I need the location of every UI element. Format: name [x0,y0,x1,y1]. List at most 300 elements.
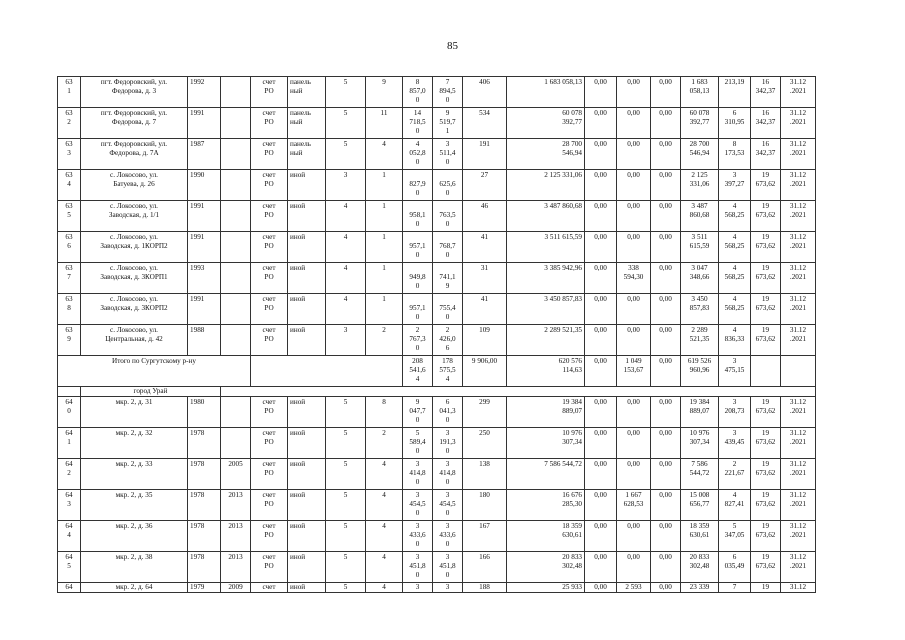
table-cell: 3 414,8 0 [433,459,463,490]
table-row [58,139,816,170]
table-cell: 0,00 [651,201,681,232]
table-cell: иной [288,490,326,521]
table-cell: 0,00 [585,263,617,294]
table-cell: 31.12 .2021 [781,170,816,201]
table-cell: 213,19 [719,77,751,108]
table-row [58,325,816,356]
table-cell: 3 450 857,83 [681,294,719,325]
table-cell: 10 976 307,34 [507,428,585,459]
table-cell: 1 667 628,53 [617,490,651,521]
table-cell: счет РО [251,232,288,263]
table-cell: счет РО [251,552,288,583]
table-cell: 1 [366,201,403,232]
table-cell: 0,00 [651,325,681,356]
table-cell: 3 451,8 0 [403,552,433,583]
table-cell: 19 673,62 [751,428,781,459]
table-cell: 2 767,3 0 [403,325,433,356]
table-cell: 0,00 [617,77,651,108]
table-cell: 4 [326,232,366,263]
table-cell: 1992 [188,77,221,108]
table-cell: 3 511,4 0 [433,139,463,170]
table-cell: 19 673,62 [751,201,781,232]
table-cell: 31.12 .2021 [781,294,816,325]
table-row [58,583,816,593]
table-cell: 5 347,05 [719,521,751,552]
table-cell: 3 454,5 0 [433,490,463,521]
table-cell: 768,7 0 [433,232,463,263]
table-cell: 19 673,62 [751,263,781,294]
table-cell: 109 [463,325,507,356]
table-cell: 3 475,15 [719,356,751,387]
table-cell: 46 [463,201,507,232]
table-cell: 2 593 [617,583,651,593]
table-cell: 0,00 [651,232,681,263]
table-cell [221,294,251,325]
table-cell: 2 125 331,06 [681,170,719,201]
table-cell: 63 9 [58,325,81,356]
table-cell: панель ный [288,108,326,139]
table-cell: 5 [326,428,366,459]
table-cell: иной [288,521,326,552]
table-cell: счет РО [251,170,288,201]
table-cell: 9 047,7 0 [403,397,433,428]
table-cell: мкр. 2, д. 38 [81,552,188,583]
table-cell: 64 [58,583,81,593]
table-cell: 406 [463,77,507,108]
table-cell: 28 700 546,94 [507,139,585,170]
table-cell: 5 [326,583,366,593]
table-cell: 64 2 [58,459,81,490]
table-cell: 4 [366,459,403,490]
table-cell: 25 933 [507,583,585,593]
table-cell: 1 [366,263,403,294]
table-cell: 5 [326,77,366,108]
table-row [58,294,816,325]
table-cell [221,77,251,108]
table-cell: 8 173,53 [719,139,751,170]
table-cell: мкр. 2, д. 35 [81,490,188,521]
table-cell: 3 [433,583,463,593]
table-cell: 31.12 .2021 [781,397,816,428]
section-label: город Урай [81,387,221,397]
table-cell: 63 3 [58,139,81,170]
table-cell: 3 439,45 [719,428,751,459]
table-cell: 338 594,30 [617,263,651,294]
table-cell: 64 0 [58,397,81,428]
table-cell: 3 [326,325,366,356]
table-cell [221,170,251,201]
table-cell: 188 [463,583,507,593]
table-cell: 4 568,25 [719,232,751,263]
table-cell: 31.12 .2021 [781,77,816,108]
table-cell: 0,00 [617,108,651,139]
table-cell: 0,00 [585,325,617,356]
table-cell: 31.12 .2021 [781,552,816,583]
table-cell: иной [288,325,326,356]
table-cell: 4 [366,583,403,593]
table-cell: 31.12 .2021 [781,428,816,459]
table-cell: 16 676 285,30 [507,490,585,521]
table-cell: 0,00 [617,294,651,325]
table-cell: 4 [326,263,366,294]
table-cell: 763,5 0 [433,201,463,232]
table-cell [781,356,816,387]
table-cell: 1978 [188,490,221,521]
table-cell: 31.12 .2021 [781,325,816,356]
table-cell: счет РО [251,263,288,294]
table-cell: 0,00 [585,583,617,593]
table-cell: 31.12 .2021 [781,490,816,521]
table-cell: с. Локосово, ул. Заводская, д. 1КОРП2 [81,232,188,263]
table-cell: с. Локосово, ул. Заводская, д. 3КОРП1 [81,263,188,294]
table-cell: 63 7 [58,263,81,294]
table-cell: 0,00 [617,552,651,583]
table-cell: 1991 [188,232,221,263]
table-cell [221,397,251,428]
table-cell: 19 673,62 [751,397,781,428]
table-cell: 0,00 [617,428,651,459]
table-cell: 19 673,62 [751,459,781,490]
table-cell: 2005 [221,459,251,490]
table-cell: 0,00 [617,325,651,356]
table-cell: 28 700 546,94 [681,139,719,170]
table-cell: 1 [366,170,403,201]
table-cell: 2013 [221,552,251,583]
table-cell: 64 4 [58,521,81,552]
table-cell: 0,00 [651,428,681,459]
table-cell: 2013 [221,490,251,521]
table-cell [221,108,251,139]
table-cell: панель ный [288,139,326,170]
total-blank [251,356,403,387]
table-cell: 0,00 [585,108,617,139]
table-cell: 2 289 521,35 [507,325,585,356]
table-cell: 3 397,27 [719,170,751,201]
table-cell: 19 673,62 [751,325,781,356]
table-cell: иной [288,170,326,201]
table-row [58,552,816,583]
section-spacer [58,387,81,397]
table-cell: 3 433,6 0 [433,521,463,552]
table-cell: 4 052,8 0 [403,139,433,170]
table-cell: 9 [366,77,403,108]
table-cell: 3 451,8 0 [433,552,463,583]
table-cell: 2 426,0 6 [433,325,463,356]
table-cell: 4 568,25 [719,294,751,325]
table-cell: 166 [463,552,507,583]
table-row [58,490,816,521]
table-cell: 0,00 [617,170,651,201]
table-cell: 0,00 [651,294,681,325]
table-cell: 19 673,62 [751,294,781,325]
table-cell: 31.12 .2021 [781,232,816,263]
table-cell: 5 [326,397,366,428]
table-cell: 9 906,00 [463,356,507,387]
table-cell: 138 [463,459,507,490]
table-cell: 0,00 [651,490,681,521]
table-cell: 0,00 [585,356,617,387]
table-cell: 3 [326,170,366,201]
table-cell: счет РО [251,325,288,356]
table-cell: 0,00 [651,459,681,490]
table-cell: иной [288,459,326,490]
table-cell: 60 078 392,77 [681,108,719,139]
table-cell: 0,00 [617,397,651,428]
table-cell: 18 359 630,61 [681,521,719,552]
table-cell: 19 673,62 [751,232,781,263]
table-cell: 0,00 [651,263,681,294]
table-cell: пгт. Федоровский, ул. Федорова, д. 3 [81,77,188,108]
table-row [58,428,816,459]
table-cell: 3 487 860,68 [507,201,585,232]
table-cell: 2009 [221,583,251,593]
table-cell: 20 833 302,48 [681,552,719,583]
table-cell: 0,00 [651,77,681,108]
table-cell: 5 [326,459,366,490]
table-cell: иной [288,294,326,325]
table-cell: 1991 [188,294,221,325]
table-row [58,521,816,552]
table-cell: 31.12 [781,583,816,593]
table-cell: 19 [751,583,781,593]
table-cell [221,428,251,459]
table-cell: 3 511 615,59 [507,232,585,263]
table-cell: 4 827,41 [719,490,751,521]
table-cell: 3 047 348,66 [681,263,719,294]
table-cell: 4 [366,490,403,521]
table-cell: 0,00 [617,521,651,552]
table-cell: 63 1 [58,77,81,108]
table-cell: 0,00 [651,397,681,428]
table-cell: счет РО [251,397,288,428]
table-cell: счет РО [251,521,288,552]
table-cell: 3 454,5 0 [403,490,433,521]
page-number: 85 [447,40,458,52]
table-cell: 41 [463,294,507,325]
table-cell: 5 589,4 0 [403,428,433,459]
table-cell: 299 [463,397,507,428]
register-table [57,76,816,593]
table-cell: 4 [366,521,403,552]
table-cell: 0,00 [585,294,617,325]
table-cell: 60 078 392,77 [507,108,585,139]
table-cell: 31 [463,263,507,294]
table-cell: 7 586 544,72 [681,459,719,490]
table-cell: 16 342,37 [751,139,781,170]
total-label: Итого по Сургутскому р-ну [58,356,251,387]
table-cell: 7 [719,583,751,593]
table-cell: 2013 [221,521,251,552]
table-cell: 3 487 860,68 [681,201,719,232]
table-cell: счет [251,583,288,593]
table-row [58,459,816,490]
table-cell: 6 310,95 [719,108,751,139]
table-cell: 4 [326,201,366,232]
table-cell: 1 683 058,13 [507,77,585,108]
table-cell: иной [288,232,326,263]
table-cell: 957,1 0 [403,294,433,325]
table-cell: 4 [326,294,366,325]
table-cell: 6 035,49 [719,552,751,583]
table-cell: 0,00 [585,521,617,552]
table-cell: 0,00 [617,459,651,490]
table-cell: 63 2 [58,108,81,139]
table-cell: 5 [326,139,366,170]
table-cell: 3 [403,583,433,593]
table-row [58,397,816,428]
table-row [58,77,816,108]
table-cell: с. Локосово, ул. Центральная, д. 42 [81,325,188,356]
table-cell: 1 683 058,13 [681,77,719,108]
table-cell: 15 008 656,77 [681,490,719,521]
table-cell: 827,9 0 [403,170,433,201]
total-row [58,356,816,387]
table-cell: 0,00 [617,201,651,232]
table-cell: 1988 [188,325,221,356]
table-cell: 8 [366,397,403,428]
table-row [58,232,816,263]
table-cell: 7 586 544,72 [507,459,585,490]
table-cell: мкр. 2, д. 36 [81,521,188,552]
table-cell: с. Локосово, ул. Заводская, д. 1/1 [81,201,188,232]
table-cell: счет РО [251,201,288,232]
table-cell: 3 191,3 0 [433,428,463,459]
table-cell: счет РО [251,139,288,170]
table-cell: 2 221,67 [719,459,751,490]
table-cell: 3 450 857,83 [507,294,585,325]
table-cell: 180 [463,490,507,521]
table-cell: 0,00 [585,459,617,490]
table-row [58,263,816,294]
table-cell: 949,8 0 [403,263,433,294]
table-cell: 14 718,5 0 [403,108,433,139]
table-cell: 1990 [188,170,221,201]
table-cell: 167 [463,521,507,552]
table-cell: 27 [463,170,507,201]
table-cell: 1 [366,232,403,263]
table-cell: 3 511 615,59 [681,232,719,263]
table-cell: 5 [326,108,366,139]
table-cell: 19 384 889,07 [681,397,719,428]
table-cell: 1987 [188,139,221,170]
table-cell: 1991 [188,108,221,139]
table-cell: 178 575,5 4 [433,356,463,387]
table-cell: счет РО [251,294,288,325]
table-cell: мкр. 2, д. 33 [81,459,188,490]
table-cell: 5 [326,490,366,521]
section-row [58,387,816,397]
table-cell: 19 384 889,07 [507,397,585,428]
table-cell: пгт. Федоровский, ул. Федорова, д. 7 [81,108,188,139]
table-cell: 2 [366,325,403,356]
table-cell: 1978 [188,521,221,552]
table-cell: 31.12 .2021 [781,201,816,232]
table-cell: 3 414,8 0 [403,459,433,490]
table-cell: 5 [326,521,366,552]
table-cell: 1993 [188,263,221,294]
table-cell: 4 [366,139,403,170]
table-cell: 0,00 [585,490,617,521]
table-cell: 0,00 [585,232,617,263]
table-cell: 619 526 960,96 [681,356,719,387]
table-cell: 23 339 [681,583,719,593]
table-cell: 19 673,62 [751,521,781,552]
table-cell: 16 342,37 [751,77,781,108]
table-cell: 0,00 [651,170,681,201]
table-cell: 64 5 [58,552,81,583]
table-cell: 31.12 .2021 [781,139,816,170]
table-cell: мкр. 2, д. 31 [81,397,188,428]
table-cell: 0,00 [585,139,617,170]
table-cell: 1991 [188,201,221,232]
table-cell: 9 519,7 1 [433,108,463,139]
table-cell: 4 836,33 [719,325,751,356]
table-cell: 0,00 [585,428,617,459]
table-cell: 3 385 942,96 [507,263,585,294]
table-cell: 0,00 [585,552,617,583]
table-cell [221,201,251,232]
table-cell: 63 4 [58,170,81,201]
table-cell: 620 576 114,63 [507,356,585,387]
table-cell: счет РО [251,77,288,108]
table-cell: 958,1 0 [403,201,433,232]
table-cell: 0,00 [651,583,681,593]
table-cell: 1979 [188,583,221,593]
table-cell: 4 [366,552,403,583]
table-cell: 0,00 [617,139,651,170]
table-cell: 3 208,73 [719,397,751,428]
table-cell: 0,00 [651,108,681,139]
table-cell: 19 673,62 [751,490,781,521]
table-cell: иной [288,201,326,232]
table-cell: 64 1 [58,428,81,459]
table-cell: 20 833 302,48 [507,552,585,583]
table-cell: 31.12 .2021 [781,263,816,294]
table-cell: 7 894,5 0 [433,77,463,108]
table-cell: счет РО [251,428,288,459]
table-cell [221,325,251,356]
table-cell: 191 [463,139,507,170]
table-cell: 2 [366,428,403,459]
table-cell: 64 3 [58,490,81,521]
table-cell: 1978 [188,459,221,490]
table-cell: 8 857,0 0 [403,77,433,108]
table-cell: 0,00 [585,77,617,108]
table-cell: 41 [463,232,507,263]
table-row [58,201,816,232]
table-cell: счет РО [251,490,288,521]
table-cell: 208 541,6 4 [403,356,433,387]
table-cell: 18 359 630,61 [507,521,585,552]
table-cell: иной [288,428,326,459]
table-cell: 16 342,37 [751,108,781,139]
table-cell: 250 [463,428,507,459]
table-cell: 1978 [188,428,221,459]
table-cell: 31.12 .2021 [781,459,816,490]
table-cell: мкр. 2, д. 64 [81,583,188,593]
table-cell: 19 673,62 [751,170,781,201]
table-cell: 4 568,25 [719,201,751,232]
table-cell: 63 8 [58,294,81,325]
table-cell: иной [288,397,326,428]
table-cell: 0,00 [585,201,617,232]
table-cell: 1 [366,294,403,325]
table-cell: 0,00 [651,139,681,170]
table-cell: 5 [326,552,366,583]
table-cell: счет РО [251,459,288,490]
table-cell: 1 049 153,67 [617,356,651,387]
table-cell: 11 [366,108,403,139]
